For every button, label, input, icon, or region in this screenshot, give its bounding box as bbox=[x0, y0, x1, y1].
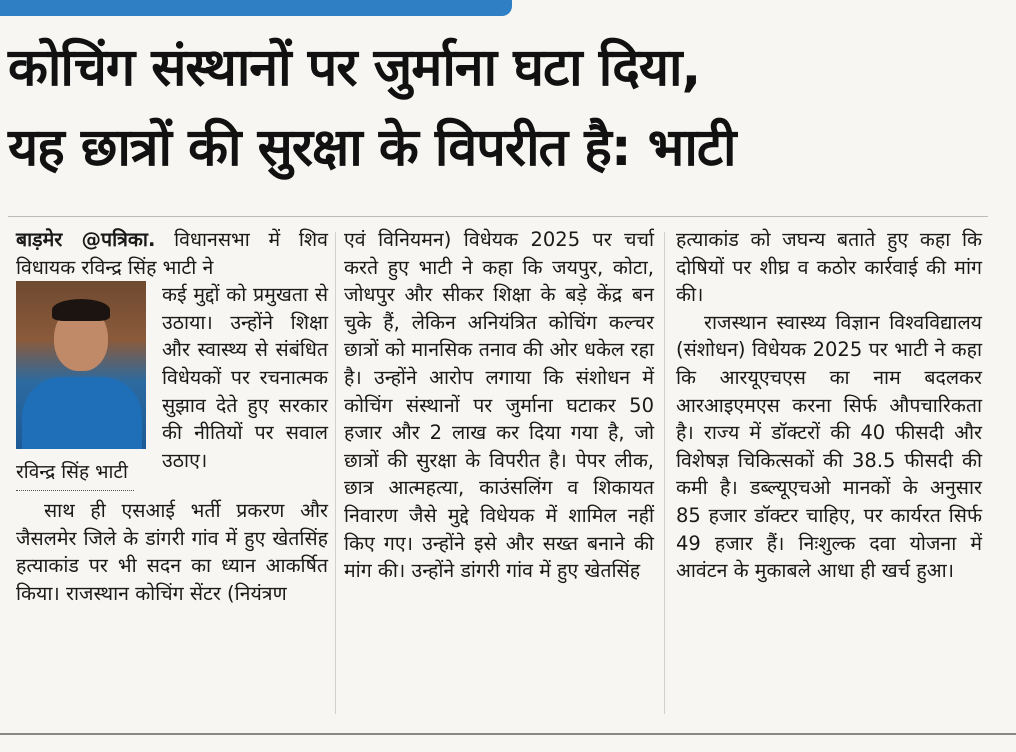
headline bbox=[8, 28, 1008, 188]
dateline: बाड़मेर @पत्रिका. bbox=[16, 228, 156, 251]
lead-text-start: विधानसभा में शिव विधायक रविन्द्र सिंह भाटी ने bbox=[16, 228, 328, 279]
article-column-3 bbox=[676, 226, 982, 585]
article-paragraph-2: साथ ही एसआई भर्ती प्रकरण और जैसलमेर जिले के डांगरी गांव में हुए खेतसिंह हत्याकांड पर भी सदन का ध्यान आकर्षित किया। राजस्थान कोचिंग सेंटर (नियंत्रण bbox=[16, 499, 328, 605]
photo-caption: रविन्द्र सिंह भाटी bbox=[16, 459, 134, 491]
article-column-2-text: एवं विनियमन) विधेयक 2025 पर चर्चा करते हुए भाटी ने कहा कि जयपुर, कोटा, जोधपुर और सीकर शिक्षा के बड़े केंद्र बन चुके हैं, लेकिन अनियंत्रित कोचिंग कल्चर छात्रों को मानसिक तनाव की ओर धकेल रहा है। उन्होंने आरोप लगाया कि संशोधन में कोचिंग संस्थानों पर जुर्माना घटाकर 50 हजार और 2 लाख कर दिया गया है, जो छात्रों की सुरक्षा के विपरीत है। पेपर लीक, छात्र आत्महत्या, काउंसलिंग व शिकायत निवारण जैसे मुद्दे विधेयक में शामिल नहीं किए गए। उन्होंने इसे और सख्त बनाने की मांग की। उन्होंने डांगरी गांव में हुए खेतसिंह bbox=[344, 228, 654, 583]
headline-line-2: यह छात्रों की सुरक्षा के विपरीत है: भाटी bbox=[8, 118, 736, 178]
portrait-figure bbox=[16, 281, 152, 497]
article-column-3-para-1: हत्याकांड को जघन्य बताते हुए कहा कि दोषियों पर शीघ्र व कठोर कार्रवाई की मांग की। bbox=[676, 228, 982, 307]
headline-line-1: कोचिंग संस्थानों पर जुर्माना घटा दिया, bbox=[8, 38, 701, 98]
column-rule-2 bbox=[664, 232, 665, 714]
article-column-3-para-2: राजस्थान स्वास्थ्य विज्ञान विश्वविद्यालय (संशोधन) विधेयक 2025 पर भाटी ने कहा कि आरयूएचएस का नाम बदलकर आरआइएमएस करना सिर्फ औपचारिकता है। राज्य में डॉक्टरों की 40 फीसदी और विशेषज्ञ चिकित्सकों की 38.5 फीसदी की कमी है। डब्ल्यूएचओ मानकों के अनुसार 85 हजार डॉक्टर चाहिए, पर कार्यरत सिर्फ 49 हजार हैं। निःशुल्क दवा योजना में आवंटन के मुकाबले आधा ही खर्च हुआ। bbox=[676, 310, 982, 583]
headline-divider bbox=[8, 216, 988, 217]
article-lead-paragraph bbox=[16, 226, 328, 281]
section-tab bbox=[0, 0, 512, 16]
portrait-hair bbox=[52, 299, 110, 321]
page-bottom-rule bbox=[0, 733, 1016, 735]
column-rule-1 bbox=[335, 232, 336, 714]
portrait-photo bbox=[16, 281, 146, 449]
article-column-2 bbox=[344, 226, 654, 585]
portrait-shirt bbox=[22, 377, 142, 449]
article-column-1 bbox=[16, 226, 328, 608]
lead-text-continued: कई मुद्दों को प्रमुखता से उठाया। उन्होंने शिक्षा और स्वास्थ्य से संबंधित विधेयकों पर रचनात्मक सुझाव देते हुए सरकार की नीतियों पर सवाल उठाए। bbox=[162, 283, 328, 472]
